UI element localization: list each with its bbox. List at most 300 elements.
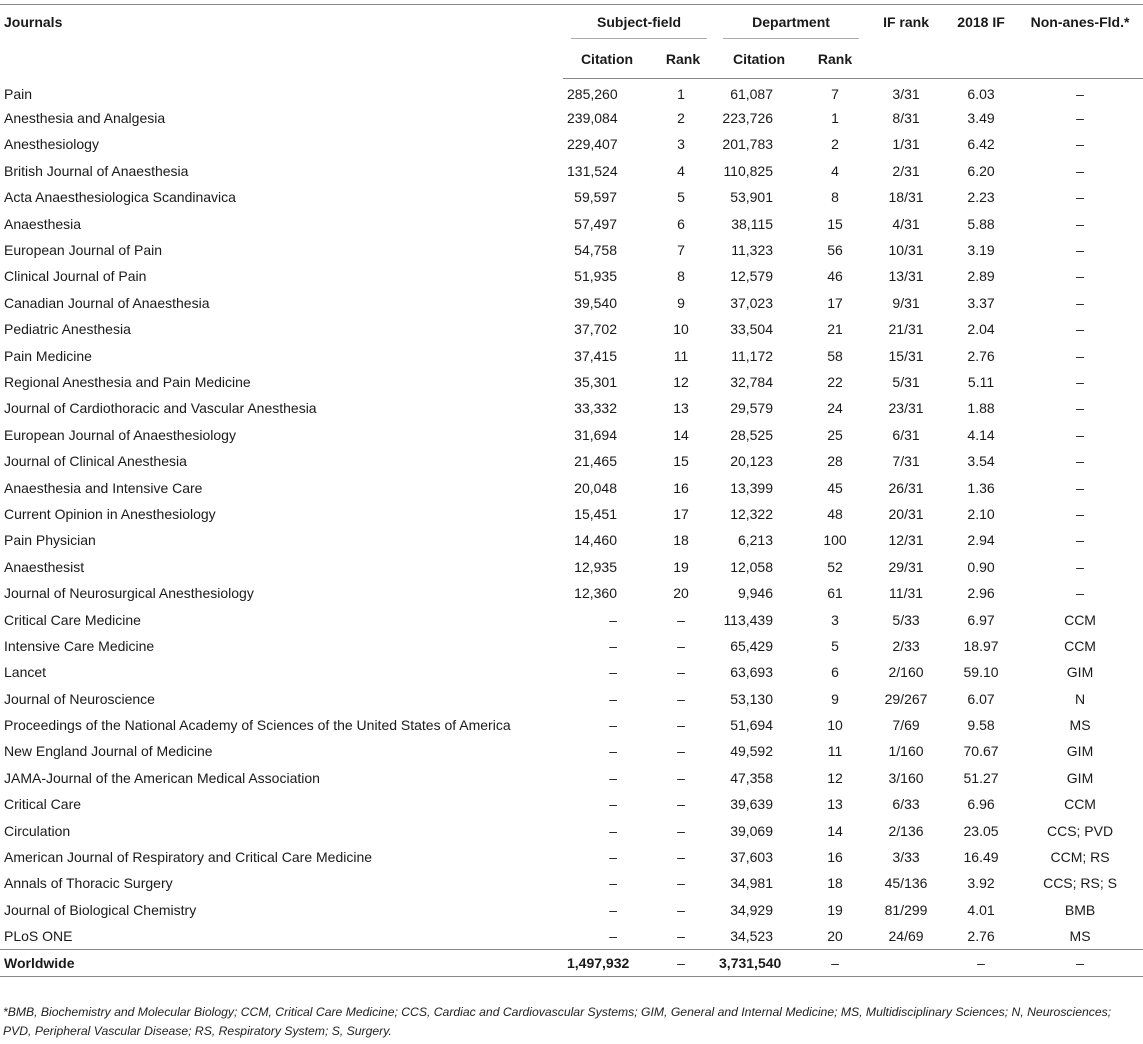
non-anes-field-cell: –	[1076, 426, 1084, 443]
total-row	[0, 949, 1143, 976]
subject-citation-cell: 20,048	[574, 479, 617, 496]
subject-rank-cell: –	[677, 743, 685, 760]
table-row	[0, 844, 1143, 870]
if-rank-cell: 9/31	[892, 294, 920, 311]
department-rank-cell: 21	[827, 321, 843, 338]
department-rank-cell: 46	[827, 268, 843, 285]
department-rank-cell: 11	[827, 743, 843, 760]
non-anes-field-cell: –	[1076, 215, 1084, 232]
non-anes-field-cell: –	[1076, 400, 1084, 417]
impact-factor-cell: 2.04	[967, 321, 995, 338]
subject-citation-cell: –	[609, 637, 617, 654]
department-rank-cell: 10	[827, 717, 843, 734]
table-footnote: *BMB, Biochemistry and Molecular Biology; CCM, Critical Care Medicine; CCS, Cardiac and Cardiovascular Systems; GIM, General and Internal Medicine; MS, Multidisciplinary Sciences; N, Neurosciences; PVD, Peripheral Vascular Disease; RS, Respiratory System; S, Surgery.	[3, 1005, 1112, 1038]
header-journals: Journals	[0, 5, 563, 79]
department-citation-cell: 37,023	[730, 294, 774, 311]
subject-rank-cell: 17	[673, 505, 689, 522]
subject-rank-cell: –	[677, 611, 685, 628]
subject-rank-cell: –	[677, 637, 685, 654]
subject-rank-cell: 8	[677, 268, 685, 285]
header-department: Department	[715, 5, 867, 40]
if-rank-cell: 2/33	[892, 637, 920, 654]
non-anes-field-cell: CCM	[1064, 637, 1096, 654]
table-row	[0, 501, 1143, 527]
if-rank-cell: 6/31	[892, 426, 920, 443]
header-2018-if: 2018 IF	[945, 5, 1017, 40]
department-citation-cell: 38,115	[731, 215, 774, 232]
subject-rank-cell: –	[677, 664, 685, 681]
non-anes-field-cell: –	[1076, 268, 1084, 285]
impact-factor-cell: 3.19	[967, 242, 995, 259]
subject-citation-cell: –	[609, 901, 617, 918]
table-row	[0, 474, 1143, 500]
total-journal-name-cell: Worldwide	[0, 949, 563, 976]
non-anes-field-cell: –	[1076, 162, 1084, 179]
department-citation-cell: 34,929	[730, 901, 774, 918]
non-anes-field-cell: MS	[1069, 717, 1091, 734]
impact-factor-cell: 6.96	[967, 796, 995, 813]
impact-factor-cell: 18.97	[963, 637, 999, 654]
impact-factor-cell: 2.96	[967, 585, 995, 602]
department-rank-cell: 7	[831, 85, 839, 102]
impact-factor-cell: 2.89	[967, 268, 995, 285]
department-rank-cell: 25	[827, 426, 843, 443]
journal-name-cell: Annals of Thoracic Surgery	[4, 875, 173, 892]
subject-rank-cell: 2	[677, 110, 685, 127]
department-citation-cell: 39,069	[730, 822, 774, 839]
department-rank-cell: 22	[827, 373, 843, 390]
if-rank-cell: 29/31	[888, 558, 924, 575]
impact-factor-cell: 6.42	[967, 136, 995, 153]
subject-citation-cell: –	[609, 690, 617, 707]
header-blank	[867, 39, 945, 79]
table-row	[0, 817, 1143, 843]
non-anes-field-cell: GIM	[1066, 769, 1094, 786]
table-row	[0, 554, 1143, 580]
subject-citation-cell: 31,694	[574, 426, 617, 443]
table-row	[0, 342, 1143, 368]
department-rank-cell: 16	[827, 849, 843, 866]
journal-name-cell: Journal of Neurosurgical Anesthesiology	[4, 585, 254, 602]
table-row	[0, 765, 1143, 791]
impact-factor-cell: 16.49	[963, 849, 999, 866]
impact-factor-cell: 9.58	[967, 717, 995, 734]
if-rank-cell: 5/33	[892, 611, 920, 628]
subject-citation-cell: –	[609, 927, 617, 944]
department-rank-cell: 17	[827, 294, 843, 311]
impact-factor-cell: 70.67	[963, 743, 999, 760]
department-citation-cell: 201,783	[722, 136, 774, 153]
journal-name-cell: Intensive Care Medicine	[4, 637, 155, 654]
non-anes-field-cell: –	[1076, 321, 1084, 338]
department-citation-cell: 63,693	[730, 664, 774, 681]
total-subject-rank-cell: –	[651, 949, 715, 976]
department-rank-cell: 2	[831, 136, 839, 153]
subject-rank-cell: 14	[673, 426, 689, 443]
impact-factor-cell: 5.88	[967, 215, 995, 232]
subject-citation-cell: 37,702	[574, 321, 617, 338]
non-anes-field-cell: CCM	[1064, 796, 1096, 813]
subject-citation-cell: 229,407	[567, 136, 618, 153]
impact-factor-cell: 1.36	[967, 479, 995, 496]
table-row	[0, 158, 1143, 184]
non-anes-field-cell: CCM; RS	[1050, 849, 1110, 866]
table-row	[0, 712, 1143, 738]
impact-factor-cell: 23.05	[963, 822, 999, 839]
if-rank-cell: 23/31	[888, 400, 924, 417]
subject-citation-cell: 51,935	[574, 268, 617, 285]
if-rank-cell: 45/136	[884, 875, 928, 892]
impact-factor-cell: 2.23	[967, 189, 995, 206]
if-rank-cell: 20/31	[888, 505, 924, 522]
if-rank-cell: 1/160	[888, 743, 924, 760]
department-citation-cell: 34,523	[730, 927, 774, 944]
department-rank-cell: 45	[827, 479, 843, 496]
department-citation-cell: 12,058	[730, 558, 774, 575]
table-header	[0, 5, 1143, 79]
journal-name-cell: Proceedings of the National Academy of Sciences of the United States of America	[4, 717, 511, 734]
subject-citation-cell: –	[609, 611, 617, 628]
table-row	[0, 105, 1143, 131]
header-subject-field: Subject-field	[563, 5, 715, 40]
journal-name-cell: Journal of Clinical Anesthesia	[4, 453, 187, 470]
subject-rank-cell: –	[677, 822, 685, 839]
department-citation-cell: 39,639	[730, 796, 774, 813]
non-anes-field-cell: –	[1076, 85, 1084, 102]
department-rank-cell: 52	[827, 558, 843, 575]
subject-citation-cell: –	[609, 664, 617, 681]
department-citation-cell: 33,504	[730, 321, 774, 338]
journal-name-cell: New England Journal of Medicine	[4, 743, 213, 760]
non-anes-field-cell: –	[1076, 453, 1084, 470]
journal-name-cell: Anaesthesia and Intensive Care	[4, 479, 203, 496]
table-row	[0, 290, 1143, 316]
subject-citation-cell: 35,301	[574, 373, 617, 390]
journal-name-cell: Journal of Neuroscience	[4, 690, 155, 707]
non-anes-field-cell: –	[1076, 558, 1084, 575]
journal-name-cell: Journal of Cardiothoracic and Vascular Anesthesia	[4, 400, 317, 417]
department-rank-cell: 19	[827, 901, 843, 918]
impact-factor-cell: 6.03	[967, 85, 995, 102]
if-rank-cell: 21/31	[888, 321, 924, 338]
if-rank-cell: 7/69	[892, 717, 920, 734]
total-department-rank-cell: –	[803, 949, 867, 976]
table-row	[0, 184, 1143, 210]
impact-factor-cell: 0.90	[967, 558, 995, 575]
department-citation-cell: 28,525	[730, 426, 774, 443]
journal-name-cell: Pediatric Anesthesia	[4, 321, 131, 338]
non-anes-field-cell: –	[1076, 189, 1084, 206]
non-anes-field-cell: –	[1076, 110, 1084, 127]
table-row	[0, 870, 1143, 896]
subject-rank-cell: 3	[677, 136, 685, 153]
subject-rank-cell: –	[677, 849, 685, 866]
table-row	[0, 369, 1143, 395]
department-citation-cell: 12,322	[730, 505, 774, 522]
department-citation-cell: 51,694	[730, 717, 774, 734]
non-anes-field-cell: –	[1076, 505, 1084, 522]
if-rank-cell: 11/31	[889, 585, 924, 602]
subject-rank-cell: –	[677, 690, 685, 707]
table-row	[0, 422, 1143, 448]
impact-factor-cell: 6.07	[967, 690, 995, 707]
journal-name-cell: JAMA-Journal of the American Medical Association	[4, 769, 320, 786]
table-row	[0, 448, 1143, 474]
subject-citation-cell: –	[609, 822, 617, 839]
department-citation-cell: 113,439	[723, 611, 774, 628]
department-citation-cell: 65,429	[730, 637, 774, 654]
department-citation-cell: 34,981	[730, 875, 774, 892]
department-citation-cell: 32,784	[730, 373, 774, 390]
impact-factor-cell: 59.10	[963, 664, 999, 681]
department-citation-cell: 12,579	[730, 268, 774, 285]
impact-factor-cell: 5.11	[967, 373, 995, 390]
subject-citation-cell: –	[609, 849, 617, 866]
department-rank-cell: 8	[831, 189, 839, 206]
total-impact-factor-cell: –	[945, 949, 1017, 976]
table-row	[0, 923, 1143, 949]
header-subject-citation: Citation	[563, 39, 651, 79]
department-rank-cell: 5	[831, 637, 839, 654]
department-citation-cell: 37,603	[730, 849, 774, 866]
non-anes-field-cell: –	[1076, 242, 1084, 259]
subject-citation-cell: –	[609, 875, 617, 892]
department-citation-cell: 9,946	[737, 585, 774, 602]
table-row	[0, 791, 1143, 817]
impact-factor-cell: 3.92	[967, 875, 995, 892]
department-rank-cell: 48	[827, 505, 843, 522]
non-anes-field-cell: GIM	[1066, 743, 1094, 760]
department-rank-cell: 58	[827, 347, 843, 364]
non-anes-field-cell: –	[1076, 585, 1084, 602]
department-rank-cell: 20	[827, 927, 843, 944]
impact-factor-cell: 51.27	[963, 769, 999, 786]
impact-factor-cell: 3.49	[967, 110, 995, 127]
non-anes-field-cell: BMB	[1064, 901, 1096, 918]
subject-rank-cell: –	[677, 717, 685, 734]
if-rank-cell: 18/31	[888, 189, 924, 206]
journal-name-cell: Clinical Journal of Pain	[4, 268, 147, 285]
table-row	[0, 316, 1143, 342]
table-row	[0, 237, 1143, 263]
subject-rank-cell: –	[677, 769, 685, 786]
subject-rank-cell: 5	[677, 189, 685, 206]
table-row	[0, 897, 1143, 923]
subject-rank-cell: 20	[673, 585, 689, 602]
subject-citation-cell: –	[609, 769, 617, 786]
non-anes-field-cell: –	[1076, 532, 1084, 549]
journal-name-cell: British Journal of Anaesthesia	[4, 162, 189, 179]
journal-name-cell: European Journal of Pain	[4, 242, 162, 259]
subject-citation-cell: 37,415	[574, 347, 617, 364]
subject-citation-cell: 21,465	[574, 453, 617, 470]
total-department-citation-cell: 3,731,540	[715, 949, 803, 976]
if-rank-cell: 6/33	[892, 796, 920, 813]
department-citation-cell: 11,172	[731, 347, 774, 364]
journal-name-cell: Anesthesiology	[4, 136, 99, 153]
if-rank-cell: 10/31	[888, 242, 924, 259]
subject-citation-cell: 12,935	[574, 558, 617, 575]
if-rank-cell: 1/31	[892, 136, 920, 153]
if-rank-cell: 3/33	[892, 849, 920, 866]
subject-citation-cell: 131,524	[567, 162, 618, 179]
header-if-rank: IF rank	[867, 5, 945, 40]
journal-name-cell: Critical Care Medicine	[4, 611, 141, 628]
subject-rank-cell: 13	[673, 400, 689, 417]
subject-citation-cell: 239,084	[567, 110, 618, 127]
subject-rank-cell: 6	[677, 215, 685, 232]
if-rank-cell: 3/160	[888, 769, 924, 786]
subject-citation-cell: 12,360	[574, 585, 617, 602]
department-citation-cell: 29,579	[730, 400, 774, 417]
table-row	[0, 263, 1143, 289]
table-row	[0, 685, 1143, 711]
header-department-citation: Citation	[715, 39, 803, 79]
header-department-rank: Rank	[803, 39, 867, 79]
department-citation-cell: 47,358	[730, 769, 774, 786]
table-row	[0, 79, 1143, 105]
impact-factor-cell: 3.37	[967, 294, 995, 311]
non-anes-field-cell: CCS; RS; S	[1043, 875, 1117, 892]
header-blank	[1017, 39, 1143, 79]
impact-factor-cell: 3.54	[967, 453, 995, 470]
department-rank-cell: 6	[831, 664, 839, 681]
impact-factor-cell: 1.88	[967, 400, 995, 417]
subject-citation-cell: –	[609, 743, 617, 760]
journal-name-cell: Pain Physician	[4, 532, 96, 549]
if-rank-cell: 15/31	[888, 347, 924, 364]
department-citation-cell: 61,087	[730, 85, 774, 102]
if-rank-cell: 81/299	[884, 901, 928, 918]
journal-name-cell: American Journal of Respiratory and Critical Care Medicine	[4, 849, 373, 866]
subject-rank-cell: –	[677, 927, 685, 944]
impact-factor-cell: 2.94	[967, 532, 995, 549]
table-body	[0, 79, 1143, 977]
department-rank-cell: 3	[831, 611, 839, 628]
subject-rank-cell: 7	[677, 242, 685, 259]
impact-factor-cell: 4.14	[967, 426, 995, 443]
if-rank-cell: 29/267	[884, 690, 928, 707]
total-non-anes-field-cell: –	[1017, 949, 1143, 976]
department-rank-cell: 14	[827, 822, 843, 839]
non-anes-field-cell: CCM	[1064, 611, 1096, 628]
department-rank-cell: 9	[831, 690, 839, 707]
table-row	[0, 395, 1143, 421]
department-citation-cell: 110,825	[723, 162, 774, 179]
total-if-rank-cell	[867, 949, 945, 976]
journal-name-cell: Canadian Journal of Anaesthesia	[4, 294, 210, 311]
header-subject-rank: Rank	[651, 39, 715, 79]
journal-name-cell: Lancet	[4, 664, 47, 681]
impact-factor-cell: 2.76	[967, 347, 995, 364]
if-rank-cell: 24/69	[888, 927, 924, 944]
department-rank-cell: 18	[827, 875, 843, 892]
department-rank-cell: 28	[827, 453, 843, 470]
subject-citation-cell: 33,332	[574, 400, 617, 417]
journal-name-cell: Current Opinion in Anesthesiology	[4, 505, 216, 522]
table-row	[0, 633, 1143, 659]
table-row	[0, 210, 1143, 236]
subject-rank-cell: –	[677, 875, 685, 892]
total-subject-citation-cell: 1,497,932	[563, 949, 651, 976]
header-non-anes-field: Non-anes-Fld.*	[1017, 5, 1143, 40]
non-anes-field-cell: GIM	[1066, 664, 1094, 681]
subject-rank-cell: –	[677, 901, 685, 918]
department-citation-cell: 6,213	[737, 532, 774, 549]
non-anes-field-cell: N	[1074, 690, 1086, 707]
non-anes-field-cell: CCS; PVD	[1046, 822, 1114, 839]
department-rank-cell: 100	[823, 532, 847, 549]
journal-name-cell: Critical Care	[4, 796, 82, 813]
subject-rank-cell: 9	[677, 294, 685, 311]
subject-rank-cell: 15	[673, 453, 689, 470]
subject-citation-cell: 39,540	[574, 294, 617, 311]
journal-name-cell: Anaesthesist	[4, 558, 85, 575]
subject-citation-cell: 57,497	[574, 215, 617, 232]
impact-factor-cell: 6.97	[967, 611, 995, 628]
subject-citation-cell: 54,758	[574, 242, 617, 259]
department-citation-cell: 11,323	[731, 242, 774, 259]
subject-rank-cell: 1	[677, 85, 685, 102]
non-anes-field-cell: –	[1076, 347, 1084, 364]
table-row	[0, 738, 1143, 764]
department-citation-cell: 20,123	[730, 453, 774, 470]
subject-citation-cell: 15,451	[574, 505, 617, 522]
table-row	[0, 580, 1143, 606]
journal-name-cell: PLoS ONE	[4, 927, 73, 944]
department-citation-cell: 223,726	[722, 110, 774, 127]
department-rank-cell: 12	[827, 769, 843, 786]
journal-name-cell: Pain Medicine	[4, 347, 92, 364]
impact-factor-cell: 6.20	[967, 162, 995, 179]
subject-citation-cell: –	[609, 796, 617, 813]
department-rank-cell: 4	[831, 162, 839, 179]
if-rank-cell: 2/160	[888, 664, 924, 681]
department-citation-cell: 53,130	[730, 690, 774, 707]
journals-table	[0, 4, 1143, 977]
department-citation-cell: 53,901	[730, 189, 774, 206]
if-rank-cell: 13/31	[888, 268, 924, 285]
if-rank-cell: 12/31	[888, 532, 924, 549]
subject-rank-cell: 12	[673, 373, 689, 390]
if-rank-cell: 5/31	[892, 373, 920, 390]
if-rank-cell: 7/31	[892, 453, 920, 470]
impact-factor-cell: 2.76	[967, 927, 995, 944]
subject-citation-cell: –	[609, 717, 617, 734]
department-citation-cell: 49,592	[730, 743, 774, 760]
non-anes-field-cell: –	[1076, 479, 1084, 496]
non-anes-field-cell: –	[1076, 373, 1084, 390]
department-rank-cell: 13	[827, 796, 843, 813]
table-row	[0, 606, 1143, 632]
if-rank-cell: 4/31	[892, 215, 920, 232]
department-rank-cell: 1	[831, 110, 839, 127]
if-rank-cell: 3/31	[892, 85, 920, 102]
table-row	[0, 131, 1143, 157]
journal-name-cell: Regional Anesthesia and Pain Medicine	[4, 373, 251, 390]
if-rank-cell: 8/31	[892, 110, 920, 127]
subject-rank-cell: 11	[673, 347, 689, 364]
journal-name-cell: Circulation	[4, 822, 71, 839]
table-row	[0, 527, 1143, 553]
header-blank	[945, 39, 1017, 79]
journal-name-cell: Anesthesia and Analgesia	[4, 110, 166, 127]
department-rank-cell: 15	[827, 215, 843, 232]
journal-name-cell: Acta Anaesthesiologica Scandinavica	[4, 189, 236, 206]
journal-name-cell: Pain	[4, 85, 33, 102]
department-rank-cell: 61	[827, 585, 843, 602]
if-rank-cell: 26/31	[888, 479, 924, 496]
